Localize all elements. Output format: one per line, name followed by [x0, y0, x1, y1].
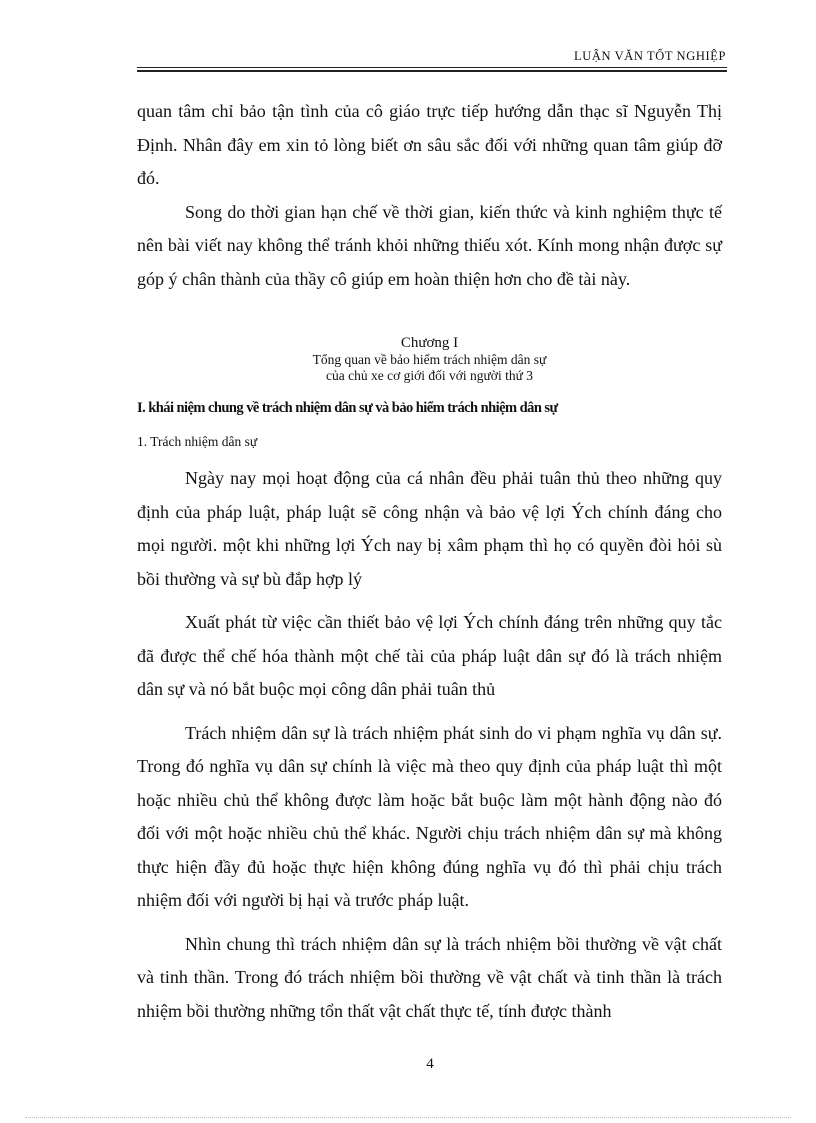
- bottom-dotted-border: [25, 1117, 791, 1118]
- body-paragraph-4: Nhìn chung thì trách nhiệm dân sự là trách nhiệm bồi thường về vật chất và tinh thần. Trong đó trách nhiệm bồi thường về vật chất và tinh thần là trách nhiệm bồi thường những tổn thất vật chất thực tế, tính được thành: [137, 933, 722, 1021]
- page-header-title: LUẬN VĂN TỐT NGHIỆP: [573, 49, 726, 63]
- chapter-heading: [137, 334, 722, 384]
- chapter-label: Chương I: [400, 335, 459, 351]
- intro-block: [137, 95, 722, 296]
- intro-paragraph-2: Song do thời gian hạn chế về thời gian, kiến thức và kinh nghiệm thực tế nên bài viết nay không thể tránh khỏi những thiếu xót. Kính mong nhận được sự góp ý chân thành của thầy cô giúp em hoàn thiện hơn cho đề tài này.: [137, 201, 722, 289]
- header-rule-thick: [137, 70, 727, 72]
- chapter-title-line-2: của chủ xe cơ giới đối với người thứ 3: [325, 368, 534, 383]
- page-number: 4: [426, 1056, 434, 1072]
- body-paragraph-2: Xuất phát từ việc cần thiết bảo vệ lợi Ých chính đáng trên những quy tắc đã được thể chế hóa thành một chế tài của pháp luật dân sự đó là trách nhiệm dân sự và nó bắt buộc mọi công dân phải tuân thủ: [137, 612, 722, 699]
- section-heading: I. khái niệm chung về trách nhiệm dân sự và bảo hiểm trách nhiệm dân sự: [137, 400, 558, 416]
- body-block: [137, 462, 722, 1028]
- chapter-title-line-1: Tổng quan về bảo hiểm trách nhiệm dân sự: [312, 352, 547, 367]
- body-paragraph-3: Trách nhiệm dân sự là trách nhiệm phát sinh do vi phạm nghĩa vụ dân sự. Trong đó nghĩa vụ dân sự chính là việc mà theo quy định của pháp luật thì một hoặc nhiều chủ thể không được làm hoặc bắt buộc làm một hành động nào đó đối với một hoặc nhiều chủ thể khác. Người chịu trách nhiệm dân sự mà không thực hiện đầy đủ hoặc thực hiện không đúng nghĩa vụ đó thì phải chịu trách nhiệm đối với người bị hại và trước pháp luật.: [137, 722, 722, 910]
- subsection-heading: 1. Trách nhiệm dân sự: [137, 434, 258, 449]
- body-paragraph-1: Ngày nay mọi hoạt động của cá nhân đều phải tuân thủ theo những quy định của pháp luật, pháp luật sẽ công nhận và bảo vệ lợi Ých chính đáng cho mọi người. một khi những lợi Ých nay bị xâm phạm thì họ có quyền đòi hỏi sù bồi thường và sự bù đắp hợp lý: [137, 468, 722, 589]
- intro-paragraph-1: quan tâm chỉ bảo tận tình của cô giáo trực tiếp hướng dẫn thạc sĩ Nguyễn Thị Định. Nhân đây em xin tỏ lòng biết ơn sâu sắc đối với những quan tâm giúp đỡ đó.: [137, 101, 722, 188]
- header-rule-thin: [137, 67, 727, 68]
